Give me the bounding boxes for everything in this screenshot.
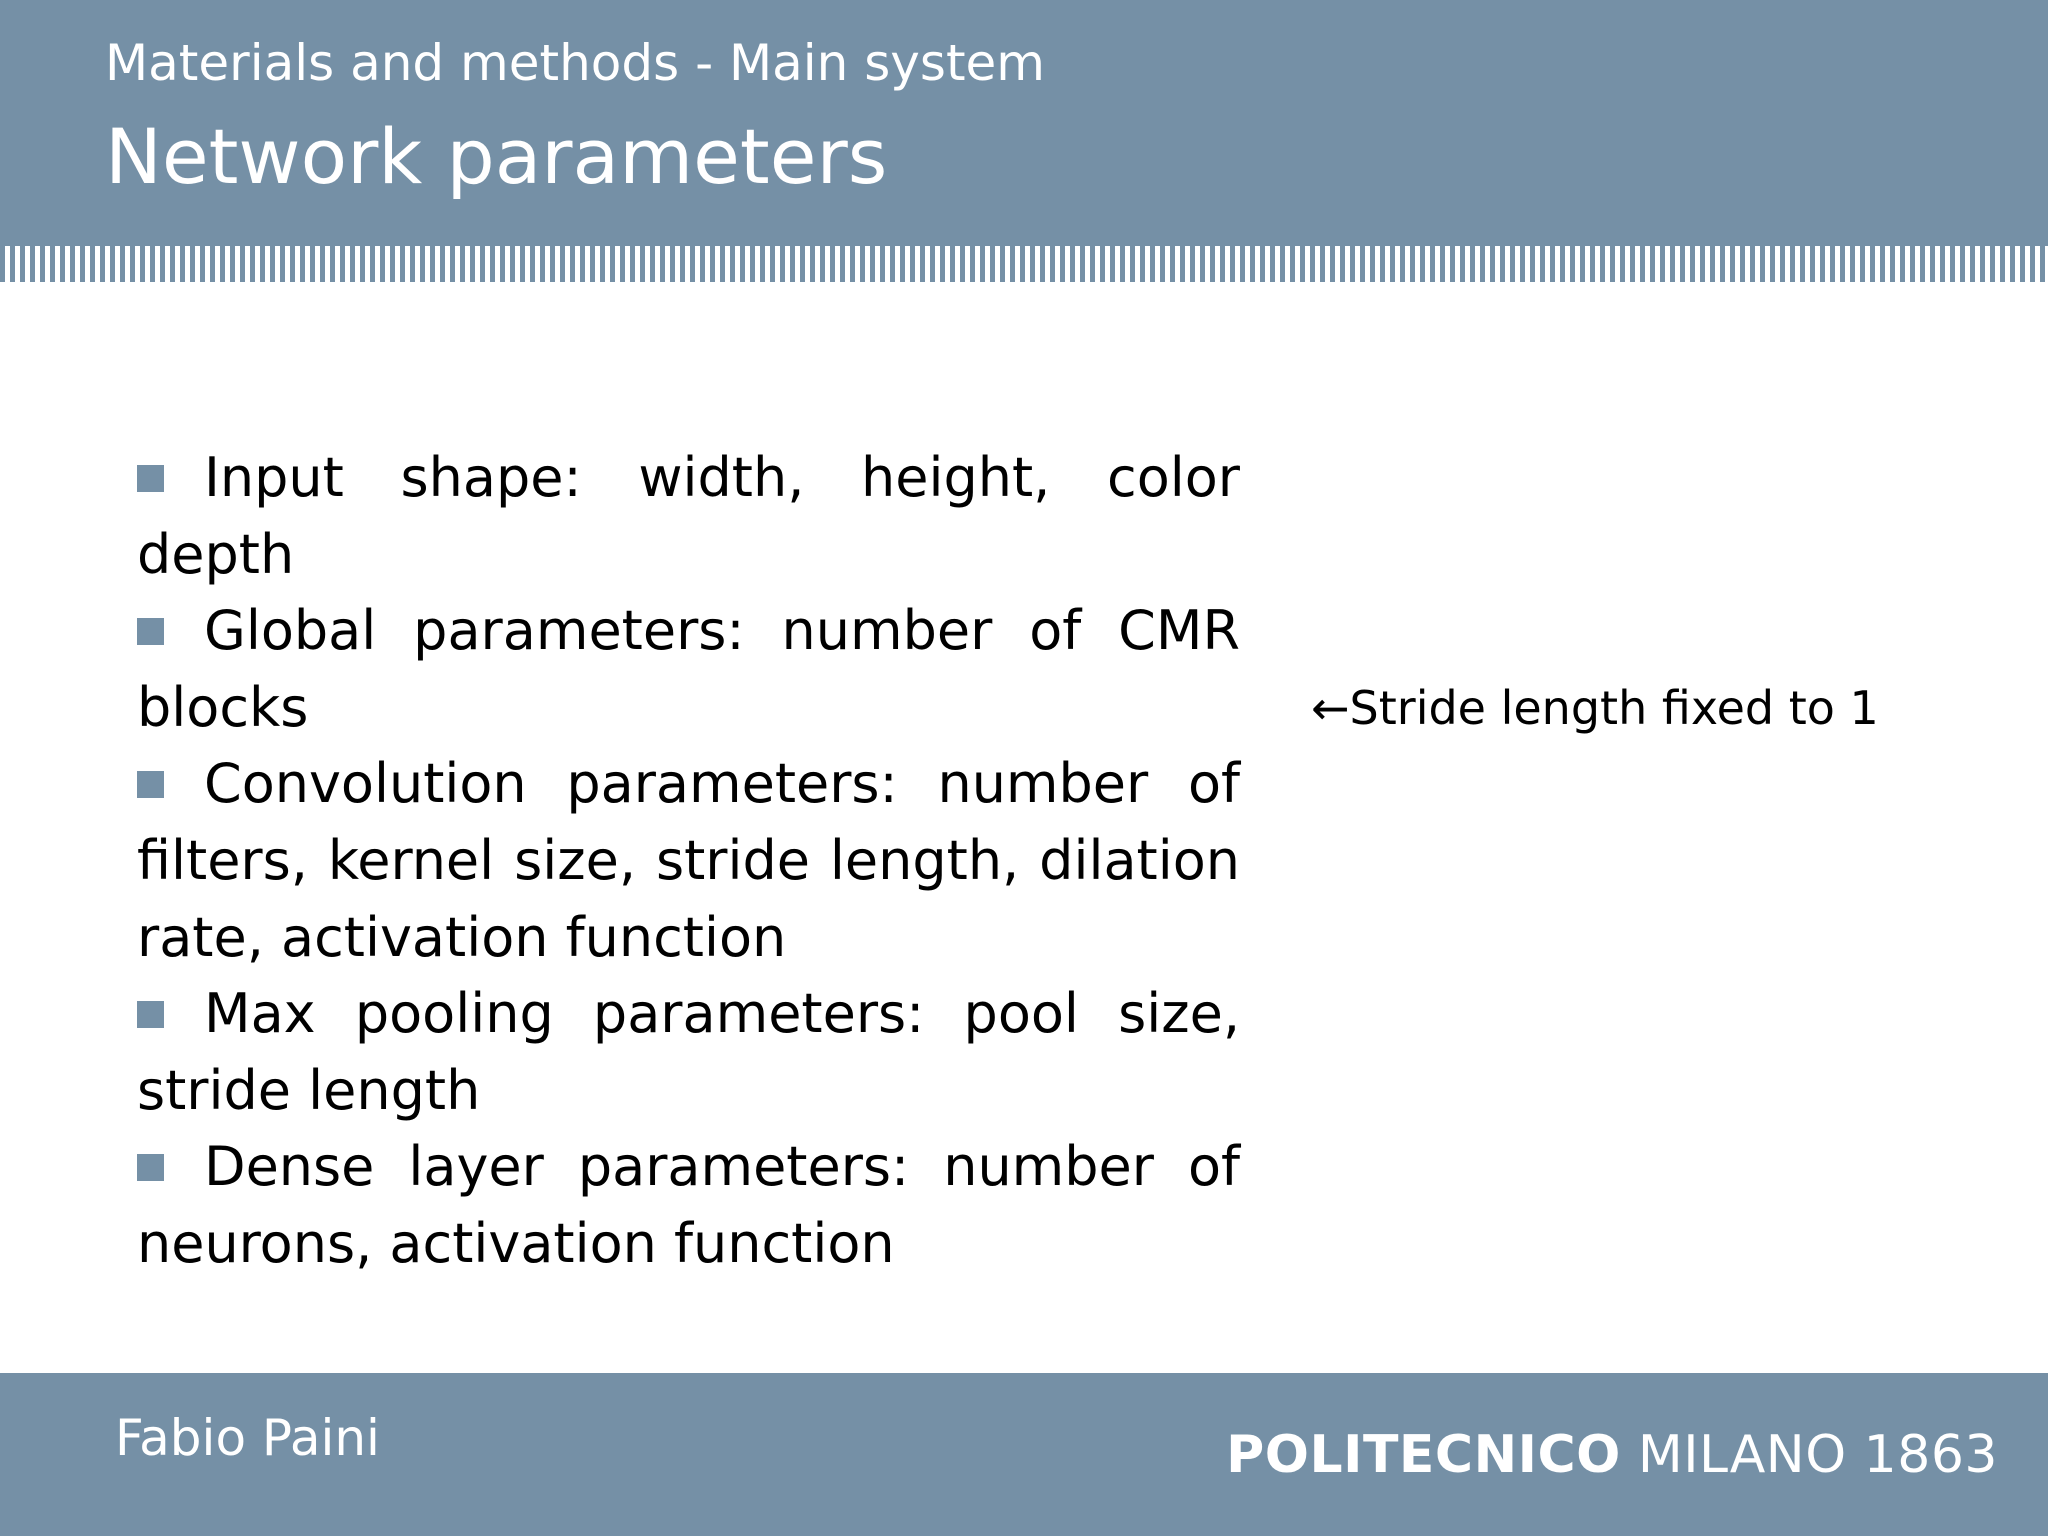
square-bullet-icon [137,465,164,492]
list-item [137,746,1240,976]
logo-primary-text: POLITECNICO [1226,1425,1621,1485]
list-item-text: Input shape: width, height, color depth [137,446,1240,586]
list-item [137,1129,1240,1282]
author-name: Fabio Paini [115,1409,380,1467]
square-bullet-icon [137,1001,164,1028]
list-item [137,593,1240,746]
list-item [137,976,1240,1129]
list-item-text: Global parameters: number of CMR blocks [137,599,1240,739]
logo-secondary-text: MILANO 1863 [1637,1425,1998,1485]
bullet-list [137,440,1240,1283]
list-item-text: Max pooling parameters: pool size, stride length [137,982,1240,1122]
university-logo [1226,1425,1998,1485]
list-item [137,440,1240,593]
frame-title: Network parameters [105,112,888,201]
section-title: Materials and methods - Main system [105,34,1046,92]
header-stripe-divider [0,246,2048,282]
side-note: ←Stride length fixed to 1 [1311,681,1879,735]
square-bullet-icon [137,1154,164,1181]
square-bullet-icon [137,771,164,798]
list-item-text: Dense layer parameters: number of neurons, activation function [137,1135,1240,1275]
list-item-text: Convolution parameters: number of filters, kernel size, stride length, dilation rate, activation function [137,752,1240,969]
square-bullet-icon [137,618,164,645]
slide-header [0,0,2048,246]
slide-footer [0,1373,2048,1536]
